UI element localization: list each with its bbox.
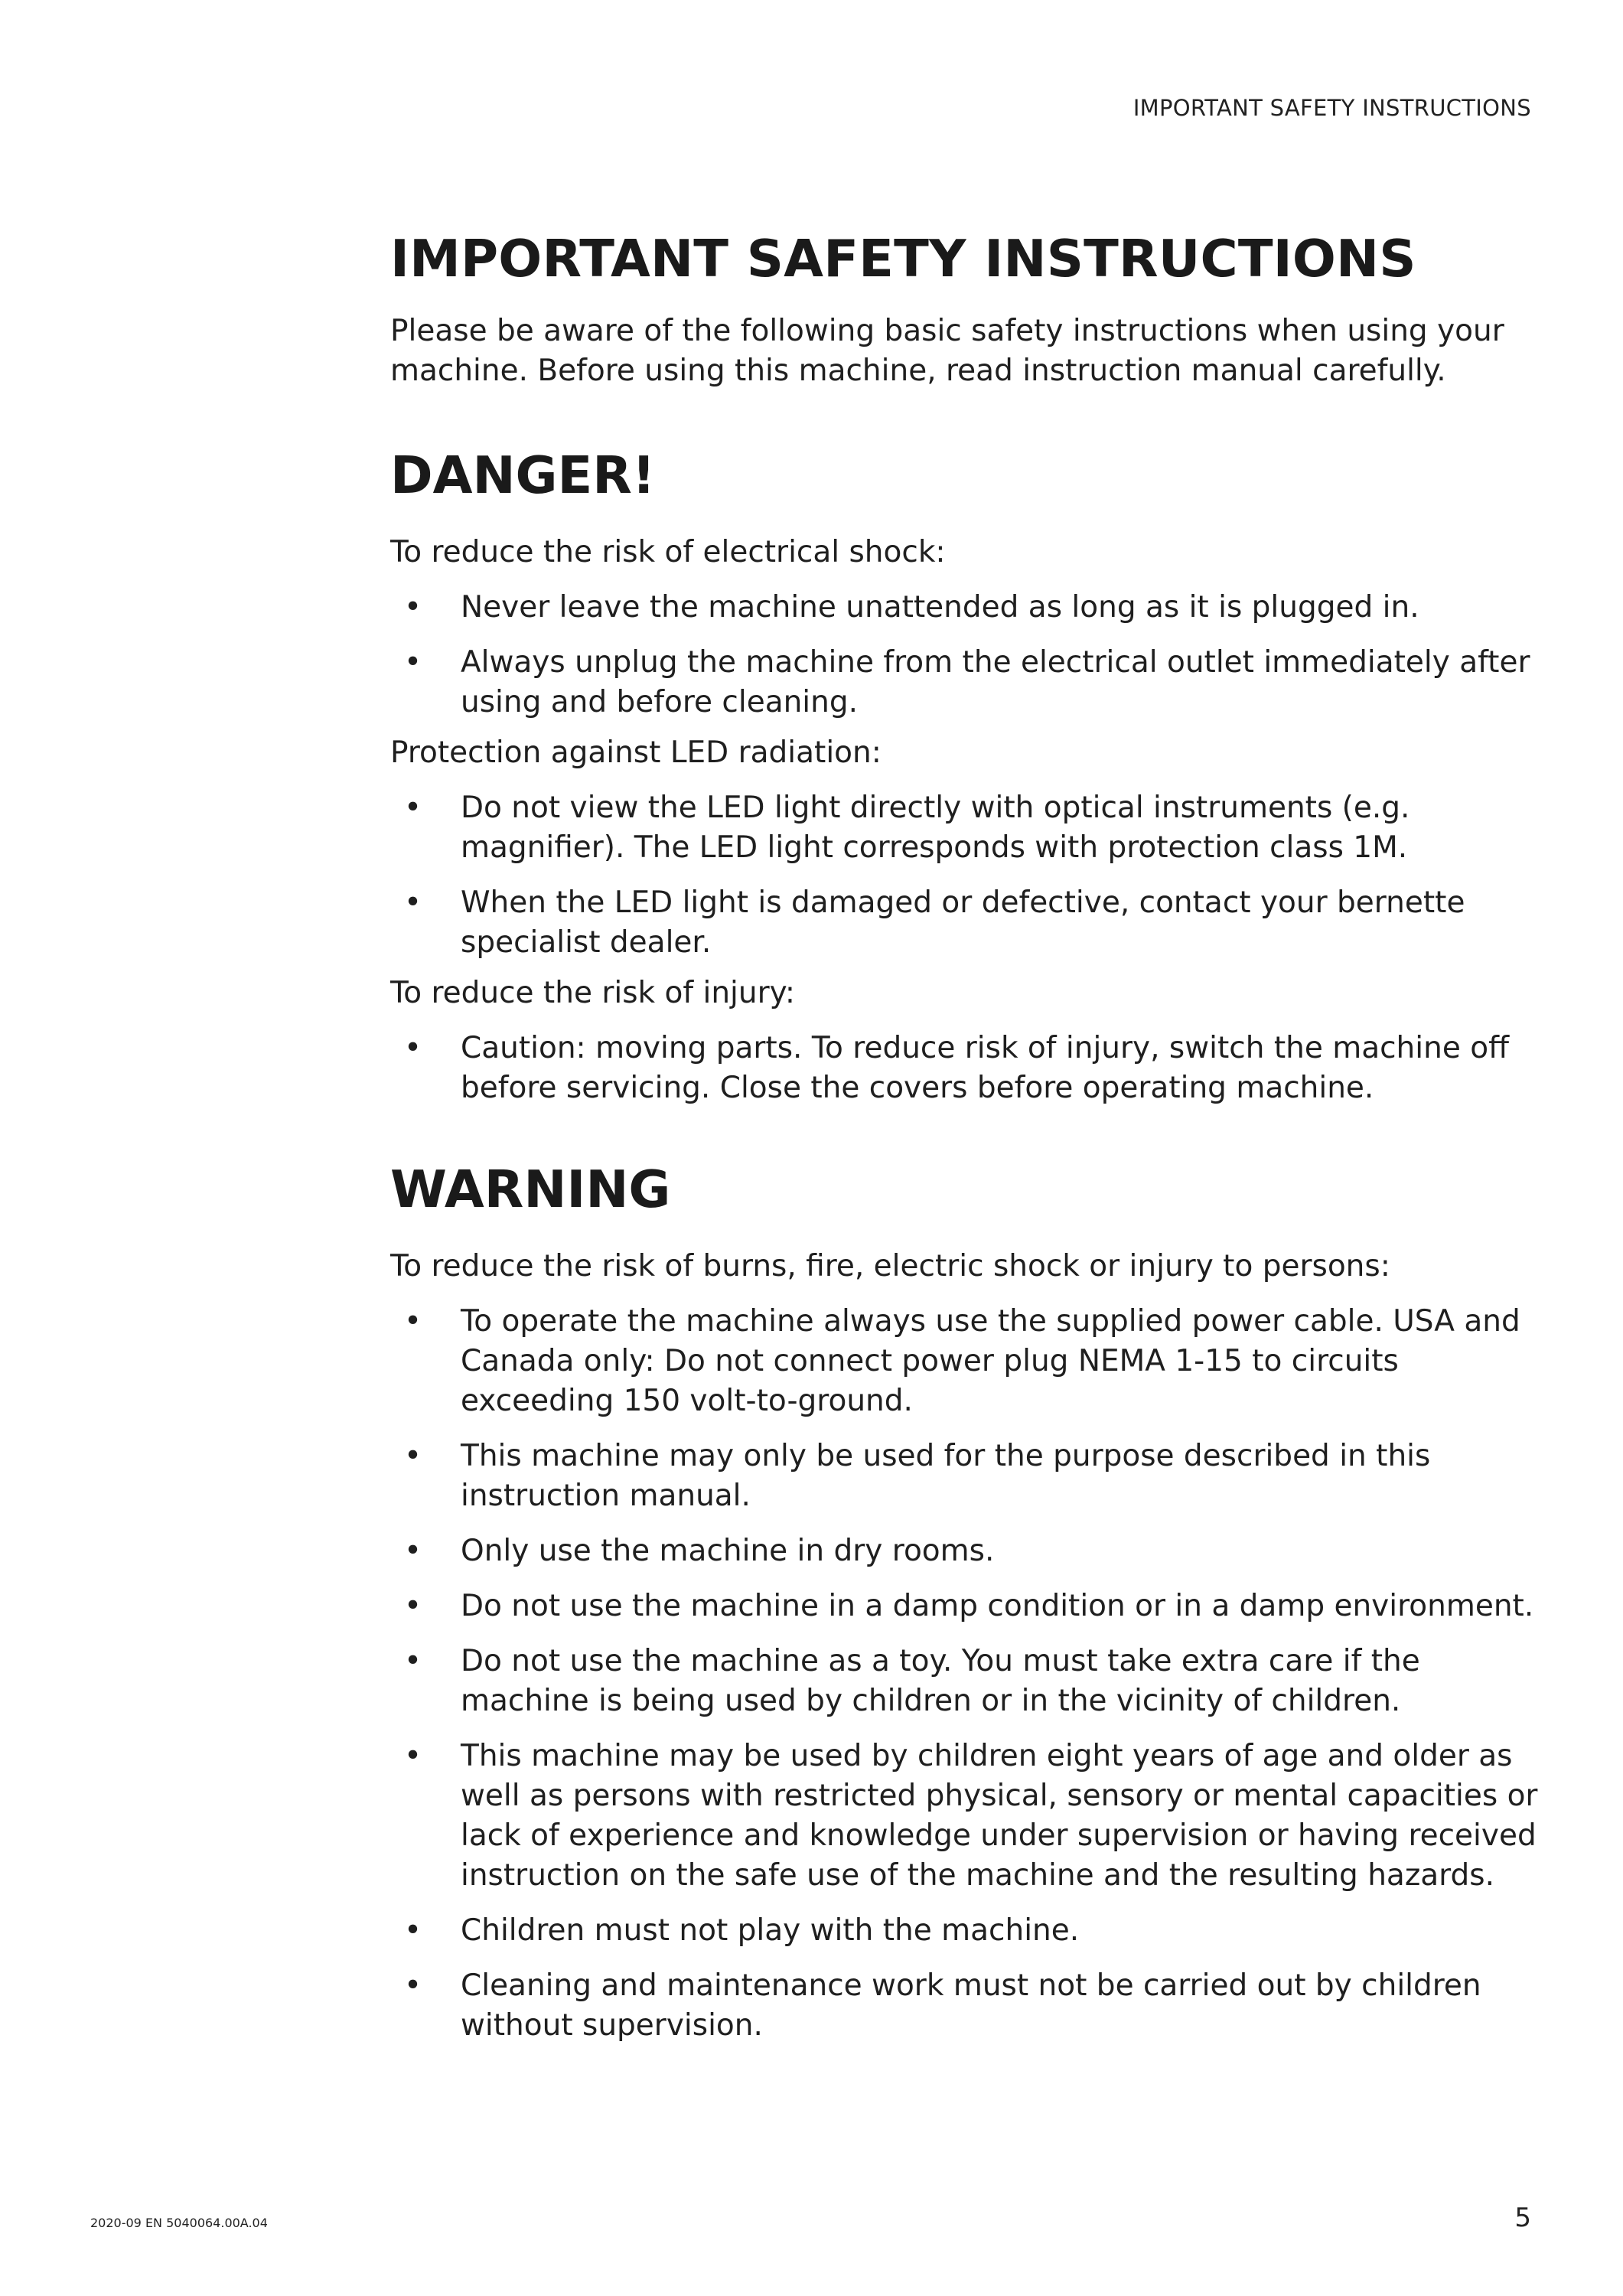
danger-list-electrical-shock [390, 588, 1538, 722]
list-item: • Cleaning and maintenance work must not be carried out by children without supervision. [390, 1966, 1538, 2046]
list-item: • Do not use the machine in a damp condition or in a damp environment. [390, 1587, 1538, 1626]
page-title: IMPORTANT SAFETY INSTRUCTIONS [390, 229, 1416, 289]
danger-lead-electrical-shock: To reduce the risk of electrical shock: [390, 535, 946, 570]
list-item: • Caution: moving parts. To reduce risk of injury, switch the machine off before servicing. Close the covers before operating machine. [390, 1029, 1538, 1108]
warning-heading: WARNING [390, 1159, 671, 1220]
list-item: • Do not view the LED light directly with optical instruments (e.g. magnifier). The LED light corresponds with protection class 1M. [390, 788, 1538, 868]
danger-lead-injury: To reduce the risk of injury: [390, 976, 796, 1011]
list-item: • This machine may only be used for the purpose described in this instruction manual. [390, 1437, 1538, 1516]
list-item: • Only use the machine in dry rooms. [390, 1531, 1538, 1571]
document-code: 2020-09 EN 5040064.00A.04 [90, 2216, 268, 2230]
list-item: • When the LED light is damaged or defective, contact your bernette specialist dealer. [390, 883, 1538, 963]
bullet-icon: • [404, 1439, 422, 1474]
bullet-icon: • [404, 1031, 422, 1066]
bullet-icon: • [404, 1304, 422, 1339]
bullet-icon: • [404, 791, 422, 826]
danger-list-led-radiation [390, 788, 1538, 963]
danger-lead-led-radiation: Protection against LED radiation: [390, 735, 882, 771]
intro-paragraph: Please be aware of the following basic safety instructions when using your machine. Before using this machine, read instruction manual carefully. [390, 314, 1504, 389]
running-header: IMPORTANT SAFETY INSTRUCTIONS [1133, 95, 1531, 121]
list-item: • Children must not play with the machine. [390, 1911, 1538, 1951]
bullet-icon: • [404, 885, 422, 921]
list-item: • To operate the machine always use the supplied power cable. USA and Canada only: Do not connect power plug NEMA 1-15 to circuits exceeding 150 volt-to-ground. [390, 1302, 1538, 1421]
bullet-icon: • [404, 1534, 422, 1569]
danger-list-injury [390, 1029, 1538, 1108]
list-item: • This machine may be used by children eight years of age and older as well as persons with restricted physical, sensory or mental capacities or lack of experience and knowledge under supervision or having received instruction on the safe use of the machine and the resulting hazards. [390, 1737, 1538, 1896]
bullet-icon: • [404, 645, 422, 680]
danger-heading: DANGER! [390, 445, 656, 506]
bullet-icon: • [404, 1913, 422, 1949]
bullet-icon: • [404, 1644, 422, 1679]
bullet-icon: • [404, 1589, 422, 1624]
bullet-icon: • [404, 1739, 422, 1774]
warning-list [390, 1302, 1538, 2046]
page-content [390, 230, 1538, 2046]
warning-lead: To reduce the risk of burns, fire, electric shock or injury to persons: [390, 1249, 1390, 1284]
list-item: • Never leave the machine unattended as long as it is plugged in. [390, 588, 1538, 628]
list-item: • Always unplug the machine from the electrical outlet immediately after using and before cleaning. [390, 643, 1538, 722]
bullet-icon: • [404, 1968, 422, 2004]
page-number: 5 [1514, 2203, 1531, 2233]
bullet-icon: • [404, 590, 422, 625]
list-item: • Do not use the machine as a toy. You must take extra care if the machine is being used by children or in the vicinity of children. [390, 1642, 1538, 1721]
